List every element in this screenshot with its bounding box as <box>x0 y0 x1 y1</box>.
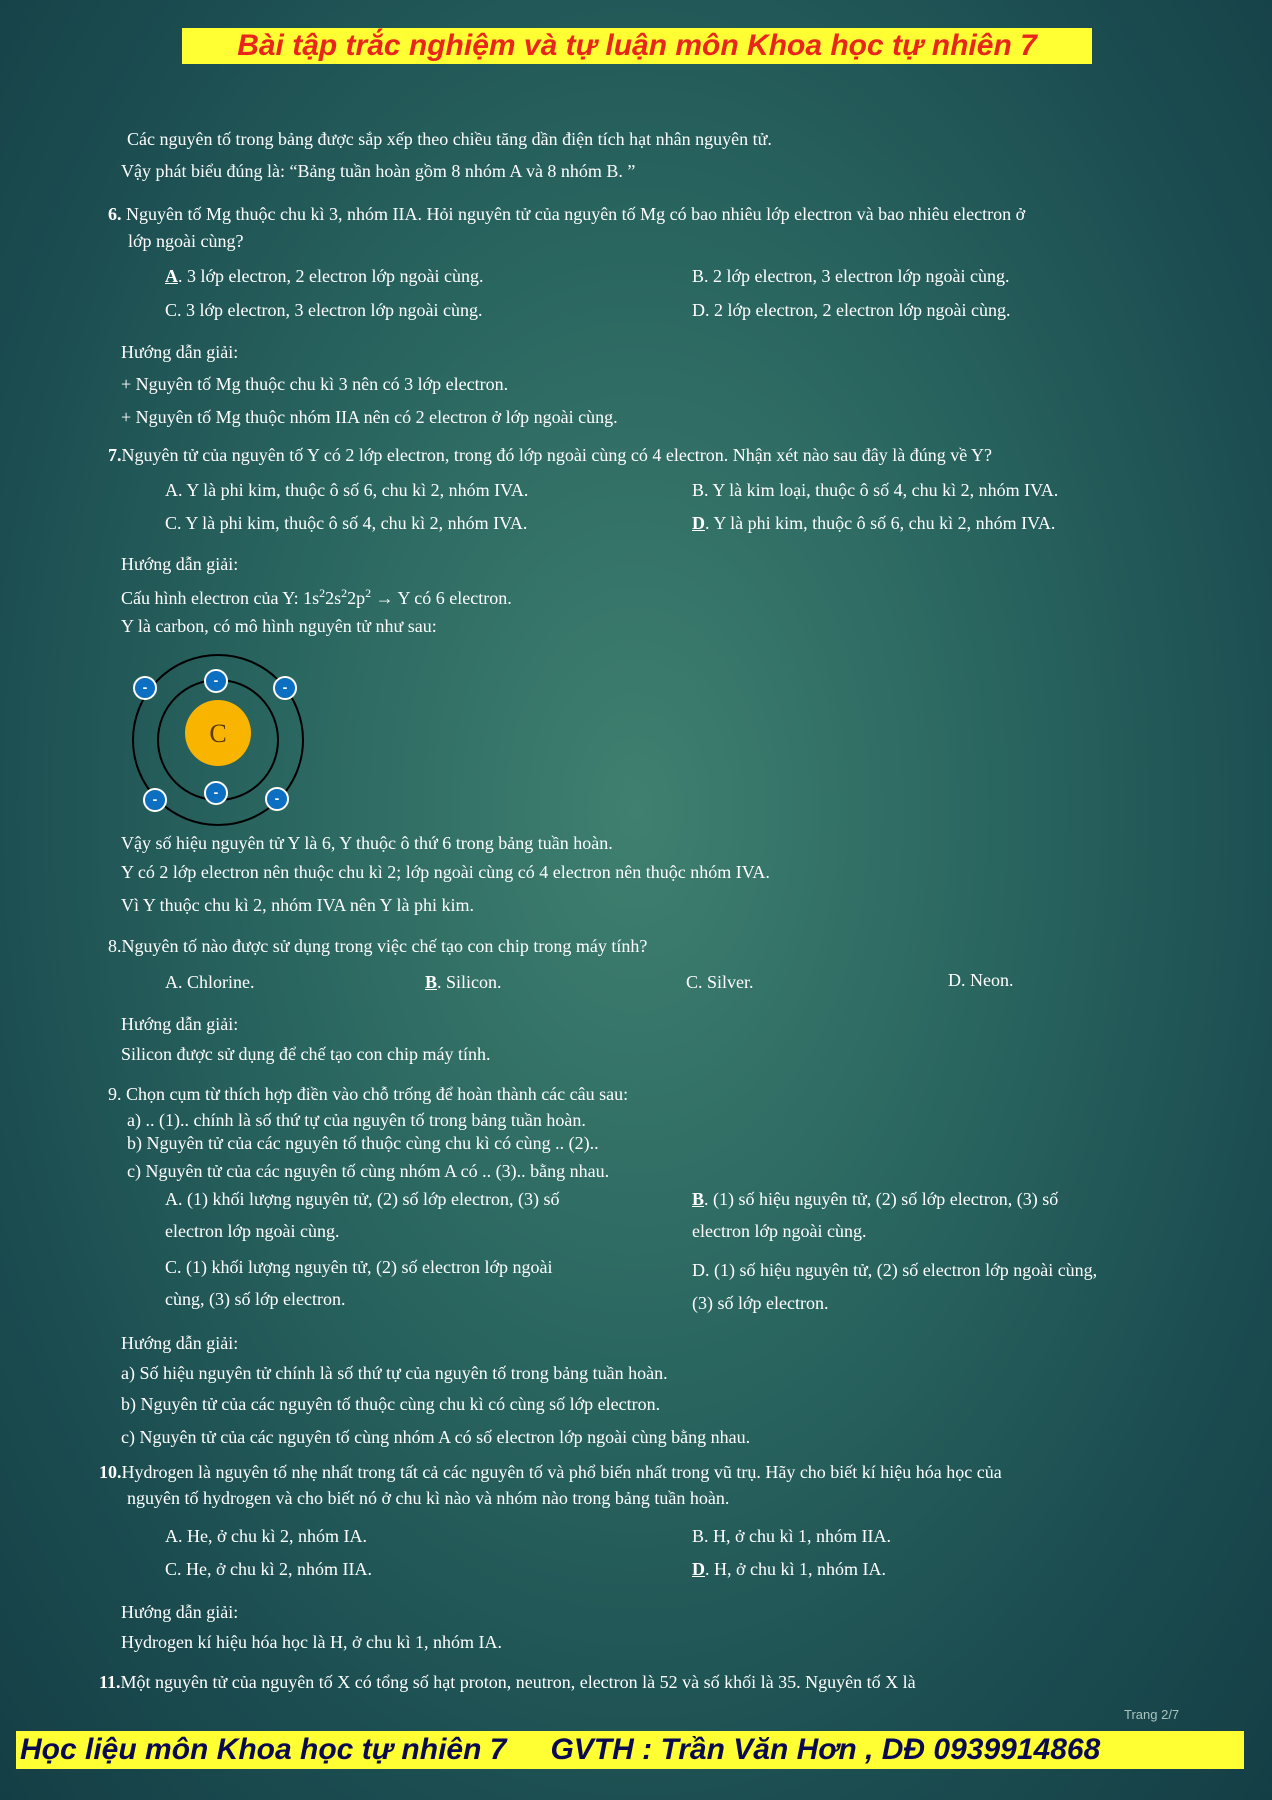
q7-option-a[interactable]: A. Y là phi kim, thuộc ô số 6, chu kì 2, nhóm IVA. <box>165 480 529 500</box>
svg-text:-: - <box>213 784 219 800</box>
q9-part-b: b) Nguyên tử của các nguyên tố thuộc cùng chu kì có cùng .. (2).. <box>127 1133 599 1153</box>
q6-option-b[interactable]: B. 2 lớp electron, 3 electron lớp ngoài cùng. <box>692 266 1010 286</box>
q6-solution-line-2: + Nguyên tố Mg thuộc nhóm IIA nên có 2 electron ở lớp ngoài cùng. <box>121 407 618 427</box>
electron <box>144 789 166 811</box>
question-10-text-line-2: nguyên tố hydrogen và cho biết nó ở chu kì nào và nhóm nào trong bảng tuần hoàn. <box>127 1488 730 1508</box>
q9-part-a: a) .. (1).. chính là số thứ tự của nguyên tố trong bảng tuần hoàn. <box>127 1110 586 1130</box>
page-number: Trang 2/7 <box>1124 1707 1180 1722</box>
correct-answer-letter: B <box>425 972 438 992</box>
question-text: Nguyên tố Mg thuộc chu kì 3, nhóm IIA. Hỏi nguyên tử của nguyên tố Mg có bao nhiêu lớp electron và bao nhiêu electron ở <box>126 204 1026 224</box>
page-footer <box>16 1731 1244 1769</box>
q10-option-b[interactable]: B. H, ở chu kì 1, nhóm IIA. <box>692 1526 892 1546</box>
q6-solution-line-1: + Nguyên tố Mg thuộc chu kì 3 nên có 3 lớp electron. <box>121 374 509 394</box>
q9-option-c[interactable] <box>165 1256 552 1310</box>
q9-option-a[interactable] <box>165 1188 559 1242</box>
q7-option-d[interactable] <box>692 512 1055 534</box>
footer-course-title: Học liệu môn Khoa học tự nhiên 7 <box>20 1733 507 1766</box>
q6-option-d[interactable]: D. 2 lớp electron, 2 electron lớp ngoài cùng. <box>692 300 1011 320</box>
question-8 <box>108 935 647 957</box>
option-text: . 3 lớp electron, 2 electron lớp ngoài cùng. <box>178 266 484 286</box>
q7-solution-line-2: Y có 2 lớp electron nên thuộc chu kì 2; lớp ngoài cùng có 4 electron nên thuộc nhóm IVA. <box>121 862 770 882</box>
option-text: . H, ở chu kì 1, nhóm IA. <box>705 1559 887 1579</box>
question-number: 10. <box>99 1462 122 1482</box>
electron <box>274 677 296 699</box>
q9-solution-line-2: b) Nguyên tử của các nguyên tố thuộc cùng chu kì có cùng số lớp electron. <box>121 1394 661 1414</box>
intro-line-1: Các nguyên tố trong bảng được sắp xếp theo chiều tăng dần điện tích hạt nhân nguyên tử. <box>127 129 772 149</box>
option-text-line-2: (3) số lớp electron. <box>692 1293 829 1313</box>
correct-answer-letter: D <box>692 1559 705 1579</box>
svg-text:-: - <box>274 790 280 806</box>
question-9 <box>108 1083 628 1105</box>
footer-teacher-contact: GVTH : Trần Văn Hơn , DĐ 0939914868 <box>550 1733 1101 1766</box>
q7-model-caption: Y là carbon, có mô hình nguyên tử như sau: <box>121 616 437 636</box>
question-6 <box>108 203 1025 225</box>
intro-line-2: Vậy phát biểu đúng là: “Bảng tuần hoàn gồm 8 nhóm A và 8 nhóm B. ” <box>121 161 636 181</box>
option-text-line-1: A. (1) khối lượng nguyên tử, (2) số lớp electron, (3) số <box>165 1189 560 1209</box>
question-text: Một nguyên tử của nguyên tố X có tổng số hạt proton, neutron, electron là 52 và số khối là 35. Nguyên tố X là <box>120 1672 916 1692</box>
q9-part-c: c) Nguyên tử của các nguyên tố cùng nhóm A có .. (3).. bằng nhau. <box>127 1161 610 1181</box>
q9-solution-line-1: a) Số hiệu nguyên tử chính là số thứ tự của nguyên tố trong bảng tuần hoàn. <box>121 1363 668 1383</box>
q8-guide-heading: Hướng dẫn giải: <box>121 1014 239 1034</box>
q10-option-d[interactable] <box>692 1558 886 1580</box>
q8-option-d[interactable]: D. Neon. <box>948 970 1014 990</box>
question-text: Chọn cụm từ thích hợp điền vào chỗ trống để hoàn thành các câu sau: <box>126 1084 629 1104</box>
option-text-line-1: B. (1) số hiệu nguyên tử, (2) số lớp electron, (3) số <box>692 1189 1059 1209</box>
q7-option-c[interactable]: C. Y là phi kim, thuộc ô số 4, chu kì 2, nhóm IVA. <box>165 513 528 533</box>
q8-option-c[interactable]: C. Silver. <box>686 972 754 992</box>
q7-guide-heading: Hướng dẫn giải: <box>121 554 239 574</box>
svg-text:-: - <box>152 791 158 807</box>
question-number: 9. <box>108 1084 122 1104</box>
question-text: Nguyên tố nào được sử dụng trong việc chế tạo con chip trong máy tính? <box>121 936 648 956</box>
q10-guide-heading: Hướng dẫn giải: <box>121 1602 239 1622</box>
svg-text:-: - <box>142 679 148 695</box>
question-10 <box>99 1461 1002 1483</box>
electron <box>134 677 156 699</box>
electron <box>205 670 227 692</box>
q10-solution-line-1: Hydrogen kí hiệu hóa học là H, ở chu kì 1, nhóm IA. <box>121 1632 502 1652</box>
q7-solution-line-3: Vì Y thuộc chu kì 2, nhóm IVA nên Y là phi kim. <box>121 895 474 915</box>
correct-answer-letter: D <box>692 513 705 533</box>
svg-text:-: - <box>213 672 219 688</box>
option-text: . Y là phi kim, thuộc ô số 6, chu kì 2, nhóm IVA. <box>705 513 1056 533</box>
q6-guide-heading: Hướng dẫn giải: <box>121 342 239 362</box>
option-text-line-1: C. (1) khối lượng nguyên tử, (2) số electron lớp ngoài <box>165 1257 553 1277</box>
q7-electron-configuration: Cấu hình electron của Y: $1s^22s^22p^2 \to Y$ có 6 electron. <box>121 586 512 608</box>
option-text-line-1: D. (1) số hiệu nguyên tử, (2) số electron lớp ngoài cùng, <box>692 1260 1098 1280</box>
q6-option-c[interactable]: C. 3 lớp electron, 3 electron lớp ngoài cùng. <box>165 300 483 320</box>
page-header-title: Bài tập trắc nghiệm và tự luận môn Khoa học tự nhiên 7 <box>182 28 1092 64</box>
question-number: 11. <box>99 1672 121 1692</box>
electron <box>205 782 227 804</box>
question-6-text-line-2: lớp ngoài cùng? <box>128 231 244 251</box>
q6-option-a[interactable] <box>165 265 483 287</box>
q9-option-d[interactable] <box>692 1259 1097 1314</box>
q9-guide-heading: Hướng dẫn giải: <box>121 1333 239 1353</box>
q10-option-c[interactable]: C. He, ở chu kì 2, nhóm IIA. <box>165 1559 372 1579</box>
correct-answer-letter: B <box>692 1189 705 1209</box>
question-number: 7. <box>108 445 122 465</box>
question-number: 6. <box>108 204 122 224</box>
q9-solution-line-3: c) Nguyên tử của các nguyên tố cùng nhóm A có số electron lớp ngoài cùng bằng nhau. <box>121 1427 751 1447</box>
option-text-line-2: electron lớp ngoài cùng. <box>692 1221 867 1241</box>
q10-option-a[interactable]: A. He, ở chu kì 2, nhóm IA. <box>165 1526 367 1546</box>
q8-option-b[interactable] <box>425 971 502 993</box>
q9-option-b[interactable] <box>692 1188 1058 1242</box>
question-text: Nguyên tử của nguyên tố Y có 2 lớp electron, trong đó lớp ngoài cùng có 4 electron. Nhận xét nào sau đây là đúng về Y? <box>121 445 993 465</box>
question-7 <box>108 444 992 466</box>
question-text: Hydrogen là nguyên tố nhẹ nhất trong tất cả các nguyên tố và phổ biến nhất trong vũ trụ. Hãy cho biết kí hiệu hóa học của <box>121 1462 1002 1482</box>
q7-option-b[interactable]: B. Y là kim loại, thuộc ô số 4, chu kì 2, nhóm IVA. <box>692 480 1059 500</box>
carbon-atom-model <box>122 650 308 826</box>
option-text: . Silicon. <box>437 972 502 992</box>
question-number: 8. <box>108 936 122 956</box>
svg-text:-: - <box>282 679 288 695</box>
q8-solution-line-1: Silicon được sử dụng để chế tạo con chip máy tính. <box>121 1044 491 1064</box>
question-11 <box>99 1671 916 1693</box>
nucleus-symbol: C <box>209 719 227 748</box>
electron <box>266 788 288 810</box>
q7-solution-line-1: Vậy số hiệu nguyên tử Y là 6, Y thuộc ô thứ 6 trong bảng tuần hoàn. <box>121 833 613 853</box>
option-text-line-2: cùng, (3) số lớp electron. <box>165 1289 346 1309</box>
q8-option-a[interactable]: A. Chlorine. <box>165 972 255 992</box>
correct-answer-letter: A <box>165 266 178 286</box>
option-text-line-2: electron lớp ngoài cùng. <box>165 1221 340 1241</box>
